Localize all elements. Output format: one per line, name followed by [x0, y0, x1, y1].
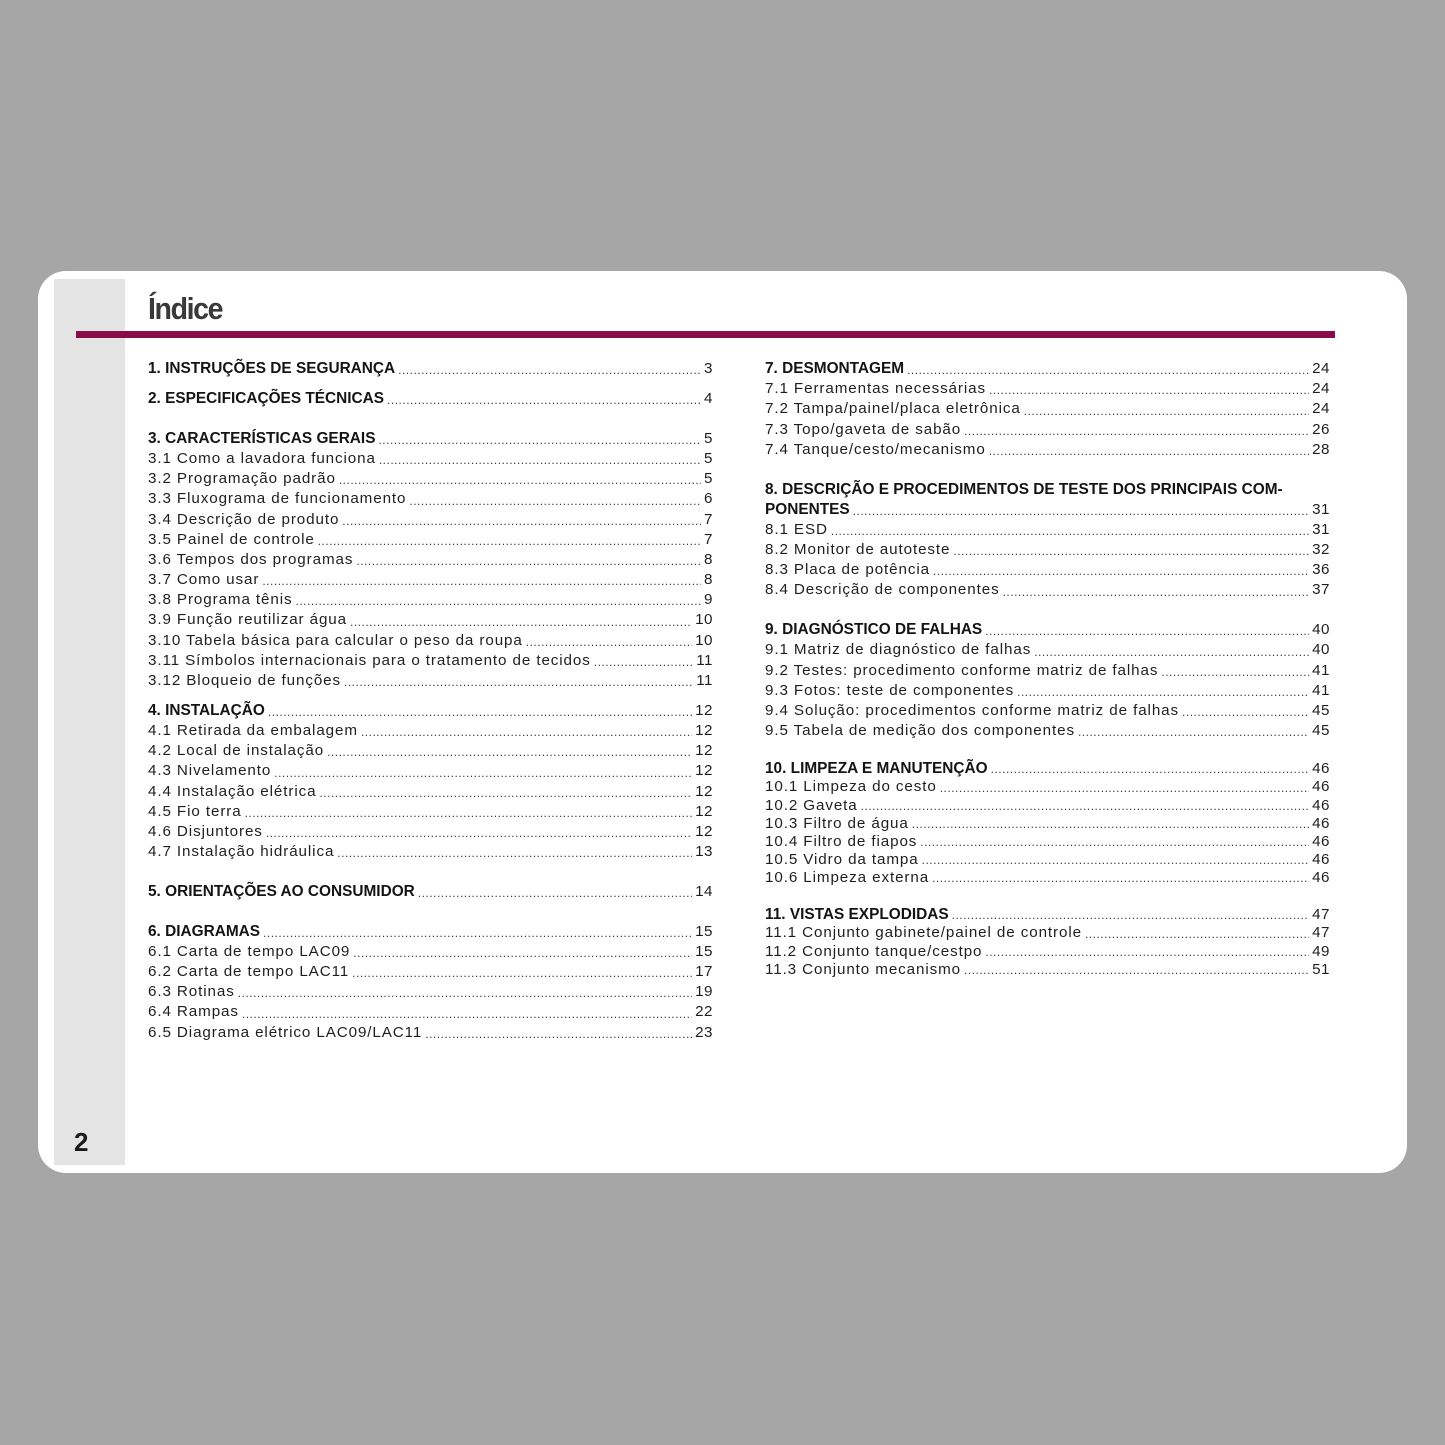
dot-leader [920, 834, 1309, 851]
toc-entry-label: 6. DIAGRAMAS [148, 922, 261, 940]
toc-heading[interactable] [765, 760, 1330, 778]
toc-entry[interactable] [765, 560, 1330, 580]
dot-leader [594, 654, 693, 671]
toc-entry-page: 46 [1312, 760, 1330, 778]
dot-leader [263, 925, 692, 942]
toc-entry-page: 46 [1312, 778, 1330, 796]
dot-leader [989, 443, 1309, 460]
toc-entry-label: 4.4 Instalação elétrica [148, 782, 317, 800]
toc-entry-page: 47 [1312, 906, 1330, 924]
toc-entry-label: 5. ORIENTAÇÕES AO CONSUMIDOR [148, 882, 415, 900]
toc-entry-page: 4 [704, 389, 713, 407]
toc-entry-label: 3.9 Função reutilizar água [148, 611, 348, 629]
toc-entry[interactable] [765, 778, 1330, 796]
toc-entry[interactable] [148, 741, 713, 761]
toc-entry-page: 9 [704, 591, 713, 609]
toc-entry[interactable] [148, 822, 713, 842]
toc-entry[interactable] [148, 721, 713, 741]
toc-entry-page: 11 [696, 651, 713, 669]
dot-leader [932, 870, 1309, 887]
toc-entry-label: 6.1 Carta de tempo LAC09 [148, 942, 351, 960]
toc-entry-page: 12 [695, 782, 713, 800]
toc-entry-label: 9.1 Matriz de diagnóstico de falhas [765, 641, 1032, 659]
toc-entry[interactable] [148, 469, 713, 489]
toc-column-left [148, 359, 713, 1043]
toc-heading[interactable] [148, 359, 713, 379]
toc-section [765, 480, 1330, 601]
toc-entry-page: 6 [704, 490, 713, 508]
toc-entry[interactable] [765, 833, 1330, 851]
dot-leader [296, 593, 702, 610]
toc-section [148, 429, 713, 691]
toc-entry-label: 11.3 Conjunto mecanismo [765, 960, 962, 978]
toc-entry-label: 8.1 ESD [765, 520, 828, 538]
toc-entry-page: 12 [695, 802, 713, 820]
dot-leader [991, 761, 1309, 778]
toc-entry[interactable] [148, 489, 713, 509]
toc-heading[interactable] [765, 500, 1330, 520]
toc-heading[interactable] [148, 882, 713, 902]
toc-section [148, 389, 713, 409]
dot-leader [356, 553, 701, 570]
toc-entry-label: 4.5 Fio terra [148, 802, 242, 820]
toc-section [765, 620, 1330, 741]
toc-heading[interactable] [148, 389, 713, 409]
dot-leader [964, 962, 1309, 979]
dot-leader [398, 362, 701, 379]
dot-leader [352, 965, 692, 982]
toc-entry-page: 41 [1312, 661, 1330, 679]
toc-entry[interactable] [765, 701, 1330, 721]
toc-entry[interactable] [148, 550, 713, 570]
dot-leader [361, 724, 692, 741]
dot-leader [953, 543, 1309, 560]
toc-entry-page: 24 [1312, 400, 1330, 418]
toc-entry[interactable] [148, 449, 713, 469]
document-page [38, 271, 1407, 1173]
toc-entry-page: 40 [1312, 641, 1330, 659]
toc-entry-page: 15 [695, 942, 713, 960]
toc-entry[interactable] [765, 420, 1330, 440]
dot-leader [425, 1026, 692, 1043]
toc-entry-label: 10.5 Vidro da tampa [765, 851, 919, 869]
toc-entry[interactable] [765, 661, 1330, 681]
toc-entry[interactable] [148, 942, 713, 962]
toc-section [148, 701, 713, 863]
toc-entry[interactable] [148, 962, 713, 982]
toc-entry-label: 3.1 Como a lavadora funciona [148, 449, 376, 467]
toc-entry-page: 51 [1312, 960, 1330, 978]
toc-entry[interactable] [148, 1023, 713, 1043]
toc-section [765, 906, 1330, 979]
toc-entry[interactable] [765, 851, 1330, 869]
dot-leader [526, 634, 692, 651]
toc-entry[interactable] [765, 399, 1330, 419]
dot-leader [268, 704, 692, 721]
toc-entry-page: 10 [695, 611, 713, 629]
toc-entry-label: 4.3 Nivelamento [148, 762, 272, 780]
dot-leader [350, 614, 692, 631]
toc-entry-label: PONENTES [765, 500, 850, 518]
dot-leader [238, 985, 692, 1002]
toc-entry-label: 7.2 Tampa/painel/placa eletrônica [765, 400, 1021, 418]
toc-entry[interactable] [765, 379, 1330, 399]
toc-entry-page: 46 [1312, 796, 1330, 814]
toc-entry-label: 3.11 Símbolos internacionais para o tratamento de tecidos [148, 651, 591, 669]
dot-leader [861, 798, 1309, 815]
dot-leader [1161, 664, 1309, 681]
dot-leader [378, 432, 701, 449]
toc-entry-page: 15 [695, 922, 713, 940]
toc-entry[interactable] [148, 570, 713, 590]
toc-heading[interactable] [148, 922, 713, 942]
toc-entry-label: 3.7 Como usar [148, 571, 260, 589]
dot-leader [319, 785, 692, 802]
toc-entry-page: 12 [695, 701, 713, 719]
toc-entry[interactable] [765, 943, 1330, 961]
toc-entry[interactable] [765, 520, 1330, 540]
toc-entry-label: 6.4 Rampas [148, 1003, 239, 1021]
toc-entry-label: 4.7 Instalação hidráulica [148, 843, 335, 861]
toc-entry[interactable] [765, 815, 1330, 833]
toc-entry[interactable] [765, 640, 1330, 660]
toc-entry[interactable] [148, 671, 713, 691]
toc-entry-page: 3 [704, 359, 713, 377]
dot-leader [912, 816, 1309, 833]
toc-entry-page: 46 [1312, 832, 1330, 850]
dot-leader [318, 533, 701, 550]
dot-leader [1085, 926, 1309, 943]
dot-leader [418, 885, 692, 902]
toc-entry-label: 10.1 Limpeza do cesto [765, 778, 937, 796]
toc-entry-label: 9. DIAGNÓSTICO DE FALHAS [765, 621, 983, 639]
toc-entry[interactable] [765, 797, 1330, 815]
toc-section [148, 359, 713, 379]
toc-entry-label: 4. INSTALAÇÃO [148, 701, 265, 719]
dot-leader [337, 845, 692, 862]
toc-entry-page: 24 [1312, 380, 1330, 398]
dot-leader [1017, 684, 1309, 701]
toc-entry-page: 17 [695, 963, 713, 981]
toc-entry[interactable] [148, 510, 713, 530]
toc-entry-label: 7. DESMONTAGEM [765, 359, 905, 377]
toc-entry-label: 11. VISTAS EXPLODIDAS [765, 906, 949, 924]
toc-entry-label: 9.4 Solução: procedimentos conforme matriz de falhas [765, 701, 1180, 719]
toc-entry[interactable] [148, 842, 713, 862]
toc-entry-label: 11.1 Conjunto gabinete/painel de controle [765, 924, 1082, 942]
toc-entry-page: 46 [1312, 814, 1330, 832]
dot-leader [242, 1006, 692, 1023]
toc-entry-label: 10.6 Limpeza externa [765, 869, 930, 887]
side-strip [54, 279, 125, 1165]
toc-entry-label: 10.3 Filtro de água [765, 814, 909, 832]
toc-entry[interactable] [765, 540, 1330, 560]
toc-entry[interactable] [148, 982, 713, 1002]
toc-entry-page: 41 [1312, 681, 1330, 699]
toc-heading[interactable] [148, 429, 713, 449]
dot-leader [327, 744, 692, 761]
dot-leader [933, 563, 1309, 580]
dot-leader [964, 423, 1309, 440]
toc-entry-page: 7 [704, 530, 713, 548]
dot-leader [1034, 644, 1309, 661]
toc-entry-page: 12 [695, 721, 713, 739]
toc-entry-page: 31 [1312, 520, 1330, 538]
toc-entry[interactable] [765, 961, 1330, 979]
toc-entry-label: 3. CARACTERÍSTICAS GERAIS [148, 429, 376, 447]
toc-entry[interactable] [148, 610, 713, 630]
toc-entry-page: 23 [695, 1023, 713, 1041]
toc-entry-page: 12 [695, 762, 713, 780]
toc-entry-page: 7 [704, 510, 713, 528]
title-divider [76, 331, 1335, 338]
toc-entry-page: 46 [1312, 869, 1330, 887]
toc-section [148, 882, 713, 902]
toc-entry-label: 1. INSTRUÇÕES DE SEGURANÇA [148, 359, 396, 377]
toc-entry-label: 8.3 Placa de potência [765, 561, 930, 579]
toc-entry[interactable] [148, 530, 713, 550]
dot-leader [1182, 704, 1309, 721]
toc-entry-page: 12 [695, 742, 713, 760]
toc-entry-label: 3.10 Tabela básica para calcular o peso da roupa [148, 631, 523, 649]
toc-entry[interactable] [765, 580, 1330, 600]
toc-entry-page: 13 [695, 843, 713, 861]
toc-entry-page: 19 [695, 983, 713, 1001]
toc-entry-label: 9.5 Tabela de medição dos componentes [765, 722, 1075, 740]
toc-entry-label: 11.2 Conjunto tanque/cestpo [765, 942, 983, 960]
toc-entry-label: 7.3 Topo/gaveta de sabão [765, 420, 962, 438]
toc-entry-page: 8 [704, 571, 713, 589]
toc-entry-label: 4.6 Disjuntores [148, 822, 263, 840]
toc-entry-page: 11 [696, 672, 713, 689]
dot-leader [985, 944, 1309, 961]
toc-entry-label: 3.2 Programação padrão [148, 470, 336, 488]
toc-entry-label: 2. ESPECIFICAÇÕES TÉCNICAS [148, 389, 385, 407]
toc-entry-page: 31 [1312, 500, 1330, 518]
dot-leader [379, 452, 701, 469]
dot-leader [831, 523, 1309, 540]
dot-leader [985, 623, 1309, 640]
toc-entry[interactable] [148, 782, 713, 802]
dot-leader [922, 852, 1309, 869]
toc-entry[interactable] [148, 651, 713, 671]
dot-leader [266, 825, 692, 842]
toc-entry-label: 3.12 Bloqueio de funções [148, 672, 342, 689]
toc-entry-page: 32 [1312, 541, 1330, 559]
toc-entry-page: 45 [1312, 722, 1330, 740]
dot-leader [989, 382, 1309, 399]
toc-entry-label: 9.2 Testes: procedimento conforme matriz de falhas [765, 661, 1159, 679]
dot-leader [339, 472, 701, 489]
toc-entry-page: 8 [704, 550, 713, 568]
dot-leader [274, 765, 692, 782]
toc-entry-label: 8.2 Monitor de autoteste [765, 541, 951, 559]
toc-entry-label: 6.5 Diagrama elétrico LAC09/LAC11 [148, 1023, 423, 1041]
toc-section [148, 922, 713, 1043]
dot-leader [262, 573, 701, 590]
toc-section [765, 359, 1330, 460]
toc-entry-label: 3.8 Programa tênis [148, 591, 293, 609]
dot-leader [952, 907, 1309, 924]
toc-entry[interactable] [148, 1002, 713, 1022]
page-title: Índice [148, 291, 223, 326]
dot-leader [940, 780, 1309, 797]
toc-entry[interactable] [148, 761, 713, 781]
toc-entry-page: 12 [695, 822, 713, 840]
toc-entry[interactable] [765, 721, 1330, 741]
toc-entry-label: 3.6 Tempos dos programas [148, 550, 354, 568]
dot-leader [409, 493, 701, 510]
toc-entry-page: 22 [695, 1003, 713, 1021]
toc-entry[interactable] [148, 631, 713, 651]
dot-leader [1024, 403, 1309, 420]
toc-entry-page: 46 [1312, 851, 1330, 869]
toc-entry-label: 7.4 Tanque/cesto/mecanismo [765, 440, 986, 458]
toc-entry-page: 5 [704, 429, 713, 447]
dot-leader [245, 805, 693, 822]
dot-leader [342, 513, 701, 530]
toc-entry-label: 3.5 Painel de controle [148, 530, 315, 548]
dot-leader [853, 503, 1309, 520]
page-number: 2 [74, 1127, 89, 1157]
toc-entry-label: 3.4 Descrição de produto [148, 510, 340, 528]
toc-heading[interactable] [148, 701, 713, 721]
dot-leader [353, 945, 692, 962]
toc-entry-label: 10.4 Filtro de fiapos [765, 832, 918, 850]
dot-leader [387, 392, 701, 409]
toc-heading[interactable] [765, 359, 1330, 379]
toc-entry-label: 7.1 Ferramentas necessárias [765, 380, 986, 398]
toc-heading[interactable] [765, 620, 1330, 640]
toc-entry-label: 10. LIMPEZA E MANUTENÇÃO [765, 760, 988, 778]
toc-entry-page: 10 [695, 631, 713, 649]
toc-section [765, 760, 1330, 887]
toc-entry-page: 40 [1312, 621, 1330, 639]
toc-entry-page: 45 [1312, 701, 1330, 719]
dot-leader [907, 362, 1309, 379]
toc-heading[interactable] [765, 906, 1330, 924]
toc-entry[interactable] [765, 681, 1330, 701]
toc-entry-label: 9.3 Fotos: teste de componentes [765, 681, 1015, 699]
toc-entry-page: 49 [1312, 942, 1330, 960]
dot-leader [344, 674, 693, 691]
dot-leader [1078, 724, 1309, 741]
toc-entry[interactable] [765, 924, 1330, 942]
toc-entry-page: 24 [1312, 359, 1330, 377]
toc-entry-label: 4.2 Local de instalação [148, 742, 325, 760]
toc-entry-page: 28 [1312, 440, 1330, 458]
toc-entry-label: 10.2 Gaveta [765, 796, 858, 814]
toc-entry-page: 26 [1312, 420, 1330, 438]
dot-leader [1003, 584, 1310, 601]
toc-entry-page: 47 [1312, 924, 1330, 942]
toc-entry[interactable] [148, 802, 713, 822]
toc-entry[interactable] [765, 869, 1330, 887]
toc-entry[interactable] [765, 440, 1330, 460]
toc-entry-page: 5 [704, 449, 713, 467]
toc-entry-label: 4.1 Retirada da embalagem [148, 721, 358, 739]
toc-column-right [765, 359, 1330, 979]
toc-entry-page: 37 [1312, 581, 1330, 599]
toc-entry-label: 6.2 Carta de tempo LAC11 [148, 963, 350, 981]
toc-entry-page: 36 [1312, 561, 1330, 579]
toc-entry-label: 8.4 Descrição de componentes [765, 581, 1000, 599]
toc-heading-line[interactable]: 8. DESCRIÇÃO E PROCEDIMENTOS DE TESTE DOS PRINCIPAIS COM- [765, 480, 1283, 498]
toc-entry-page: 5 [704, 470, 713, 488]
toc-entry-label: 3.3 Fluxograma de funcionamento [148, 490, 407, 508]
toc-entry[interactable] [148, 590, 713, 610]
toc-entry-page: 14 [695, 882, 713, 900]
toc-entry-label: 6.3 Rotinas [148, 983, 235, 1001]
